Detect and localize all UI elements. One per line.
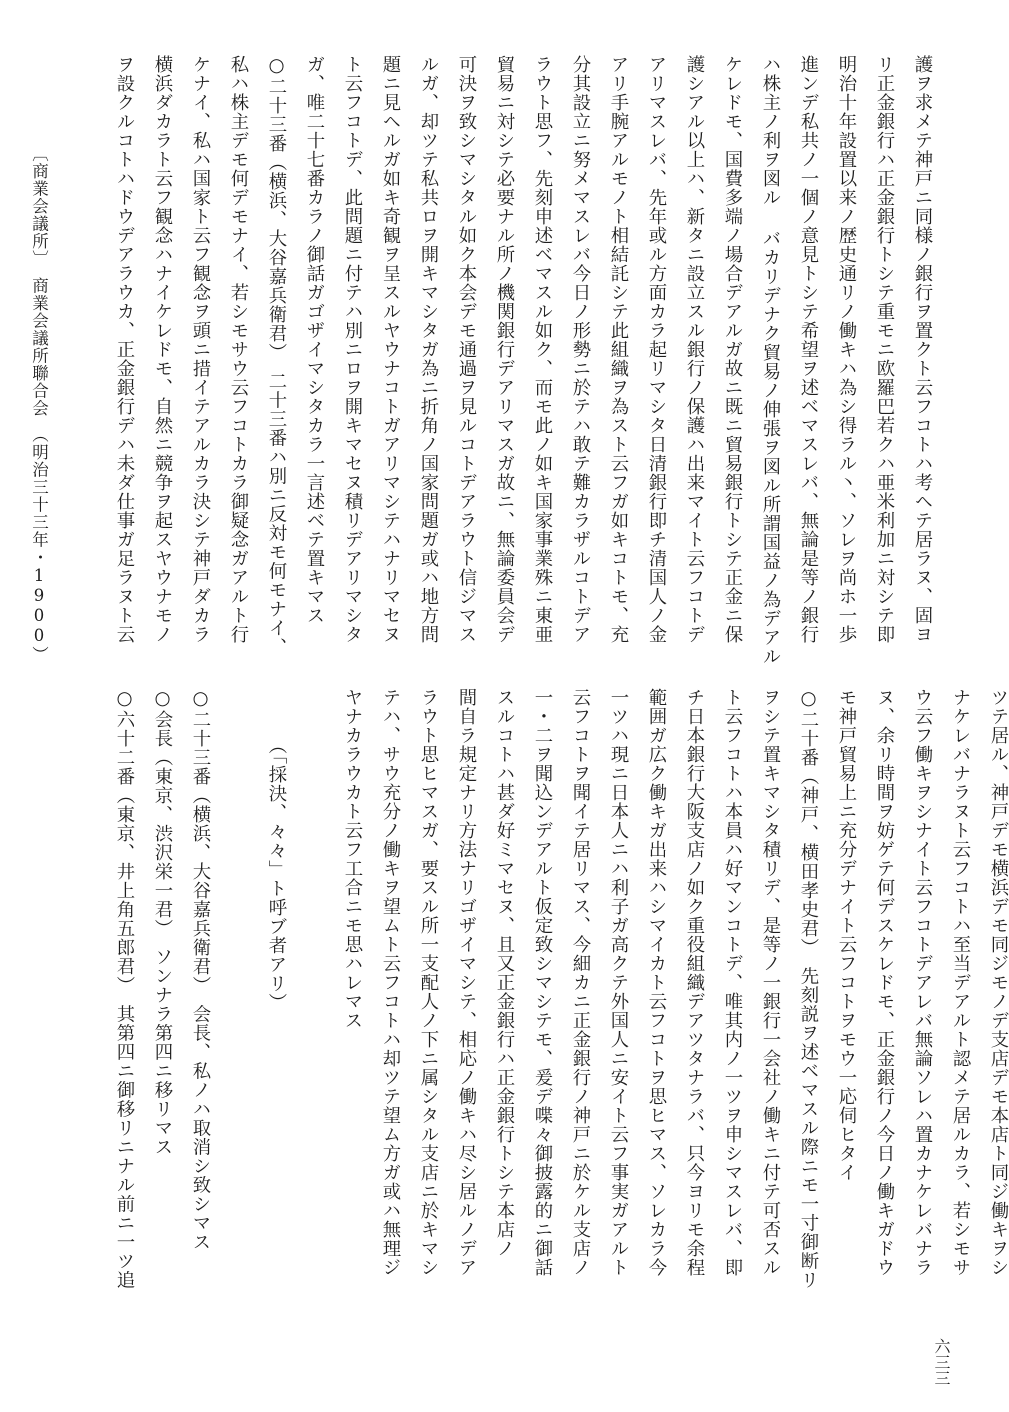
text-column: 分其設立ニ努メマスレバ今日ノ形勢ニ於テハ敢テ難カラザルコトデア bbox=[570, 55, 591, 644]
text-column: アリマスレバ、先年或ル方面カラ起リマシタ日清銀行即チ清国人ノ金 bbox=[646, 55, 667, 644]
text-column: ヲ設クルコトハドウデアラウカ、正金銀行デハ未ダ仕事ガ足ラヌト云 bbox=[114, 55, 135, 644]
text-column: 間自ラ規定ナリ方法ナリゴザイマシテ、相応ノ働キハ尽シ居ルノデア bbox=[456, 688, 477, 1277]
text-column: ルガ、却ツテ私共ロヲ開キマシタガ為ニ折角ノ国家問題ガ或ハ地方問 bbox=[418, 55, 439, 644]
text-column: ウ云フ働キヲシナイト云フコトデアレバ無論ソレハ置カナケレバナラ bbox=[912, 688, 933, 1277]
text-column: ヤナカラウカト云フ工合ニモ思ハレマス bbox=[342, 688, 363, 1030]
text-column: 可決ヲ致シマシタル如ク本会デモ通過ヲ見ルコトデアラウト信ジマス bbox=[456, 55, 477, 644]
text-column: 一・二ヲ聞込ンデアルト仮定致シマシテモ、爰デ喋々御披露的ニ御話 bbox=[532, 688, 553, 1277]
text-column: 貿易ニ対シテ必要ナル所ノ機関銀行デアリマスガ故ニ、無論委員会デ bbox=[494, 55, 515, 644]
text-column: スルコトハ甚ダ好ミマセヌ、且又正金銀行ハ正金銀行トシテ本店ノ bbox=[494, 688, 515, 1258]
running-header: 〔商業会議所〕 商業会議所聯合会 （明治三十三年・1900） bbox=[29, 145, 49, 664]
text-column: 明治十年設置以来ノ歴史通リノ働キハ為シ得ラル丶、ソレヲ尚ホ一歩 bbox=[836, 55, 857, 644]
text-column: 進ンデ私共ノ一個ノ意見トシテ希望ヲ述ベマスレバ、無論是等ノ銀行 bbox=[798, 55, 819, 644]
page-number: 六三三 bbox=[932, 1338, 951, 1386]
text-column: 護ヲ求メテ神戸ニ同様ノ銀行ヲ置クト云フコトハ考ヘテ居ラヌ、固ヨ bbox=[912, 55, 933, 644]
text-column: 云フコトヲ聞イテ居リマス、今細カニ正金銀行ノ神戸ニ於ケル支店ノ bbox=[570, 688, 591, 1277]
text-column: ○二十三番（横浜、大谷嘉兵衛君） 会長、私ノハ取消シ致シマス bbox=[190, 688, 211, 1252]
text-column: ツテ居ル、神戸デモ横浜デモ同ジモノデ支店デモ本店ト同ジ働キヲシ bbox=[988, 688, 1009, 1277]
text-column: ハ株主ノ利ヲ図ル バカリデナク貿易ノ伸張ヲ図ル所謂国益ノ為デアル bbox=[760, 55, 781, 666]
text-column: ○二十三番（横浜、大谷嘉兵衛君） 二十三番ハ別ニ反対モ何モナイ、 bbox=[266, 55, 287, 657]
text-column: 私ハ株主デモ何デモナイ、若シモサウ云フコトカラ御疑念ガアルト行 bbox=[228, 55, 249, 644]
text-column: 護シアル以上ハ、新タニ設立スル銀行ノ保護ハ出来マイト云フコトデ bbox=[684, 55, 705, 644]
text-column: テハ、サウ充分ノ働キヲ望ムト云フコトハ却ツテ望ム方ガ或ハ無理ジ bbox=[380, 688, 401, 1277]
text-column: ガ、唯二十七番カラノ御話ガゴザイマシタカラ一言述ベテ置キマス bbox=[304, 55, 325, 625]
text-column: ○会長（東京、渋沢栄一君） ソンナラ第四ニ移リマス bbox=[152, 688, 173, 1157]
text-column: ト云フコトハ本員ハ好マンコトデ、唯其内ノ一ツヲ申シマスレバ、即 bbox=[722, 688, 743, 1277]
text-column: モ神戸貿易上ニ充分デナイト云フコトヲモウ一応伺ヒタイ bbox=[836, 688, 857, 1182]
text-column: ヲシテ置キマシタ積リデ、是等ノ一銀行一会社ノ働キニ付テ可否スル bbox=[760, 688, 781, 1277]
text-column bbox=[289, 688, 323, 1328]
text-column: ナケレバナラヌト云フコトハ至当デアルト認メテ居ルカラ、若シモサ bbox=[950, 688, 971, 1277]
text-column: ラウト思ヒマスガ、要スル所一支配人ノ下ニ属シタル支店ニ於キマシ bbox=[418, 688, 439, 1277]
text-column: チ日本銀行大阪支店ノ如ク重役組織デアツタナラバ、只今ヨリモ余程 bbox=[684, 688, 705, 1277]
text-column: アリ手腕アルモノト相結託シテ此組織ヲ為スト云フガ如キコトモ、充 bbox=[608, 55, 629, 644]
text-column: ケレドモ、国費多端ノ場合デアルガ故ニ既ニ貿易銀行トシテ正金ニ保 bbox=[722, 55, 743, 644]
upper-text-block bbox=[95, 55, 933, 666]
text-column: ○二十番（神戸、横田孝史君） 先刻説ヲ述ベマスル際ニモ一寸御断リ bbox=[798, 688, 819, 1290]
text-column: 題ニ見ヘルガ如キ奇観ヲ呈スルヤウナコトガアリマシテハナリマセヌ bbox=[380, 55, 401, 644]
lower-text-block bbox=[95, 688, 1007, 1328]
text-column: ヌ、余リ時間ヲ妨ゲテ何デスケレドモ、正金銀行ノ今日ノ働キガドウ bbox=[874, 688, 895, 1277]
text-column bbox=[213, 688, 247, 1328]
text-column: 横浜ダカラト云フ観念ハナイケレドモ、自然ニ競争ヲ起スヤウナモノ bbox=[152, 55, 173, 644]
text-column: ○六十二番（東京、井上角五郎君） 其第四ニ御移リニナル前ニ一ツ追 bbox=[114, 688, 135, 1290]
text-column: ケナイ、私ハ国家ト云フ観念ヲ頭ニ措イテアルカラ決シテ神戸ダカラ bbox=[190, 55, 211, 644]
text-column: （「採決、々々」ト呼ブ者アリ） bbox=[266, 688, 287, 1012]
text-column: 範囲ガ広ク働キガ出来ハシマイカト云フコトヲ思ヒマス、ソレカラ今 bbox=[646, 688, 667, 1277]
text-column: ト云フコトデ、此問題ニ付テハ別ニロヲ開キマセヌ積リデアリマシタ bbox=[342, 55, 363, 644]
text-column: 一ツハ現ニ日本人ニハ利子ガ高クテ外国人ニ安イト云フ事実ガアルト bbox=[608, 688, 629, 1277]
text-column: リ正金銀行ハ正金銀行トシテ重モニ欧羅巴若クハ亜米利加ニ対シテ即 bbox=[874, 55, 895, 644]
text-column: ラウト思フ、先刻申述ベマスル如ク、而モ此ノ如キ国家事業殊ニ東亜 bbox=[532, 55, 553, 644]
